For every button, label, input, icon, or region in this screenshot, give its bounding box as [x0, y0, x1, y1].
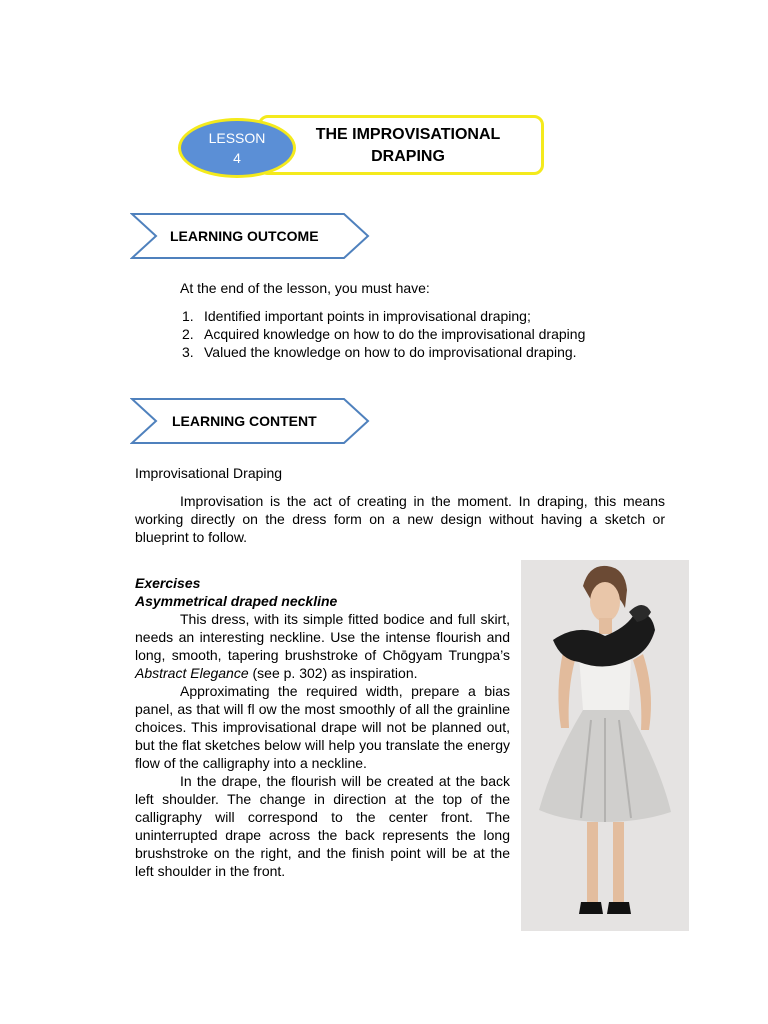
paragraph-1-tail: (see p. 302) as inspiration.: [248, 665, 418, 681]
outcome-item-number: 2.: [182, 326, 194, 342]
outcome-item: [182, 325, 642, 343]
outcome-item-number: 1.: [182, 308, 194, 324]
learning-outcome-heading: LEARNING OUTCOME: [170, 228, 319, 244]
lesson-title-line2: DRAPING: [371, 148, 445, 165]
lesson-title: [290, 124, 526, 168]
exercise-paragraph-3: In the drape, the flourish will be created at the back left shoulder. The change in direction at the top of the calligraphy will correspond to the center front. The uninterrupted drape across the back represents the long brushstroke on the right, and the finish point will be at the left shoulder in the front.: [135, 773, 510, 879]
model-illustration: [521, 560, 689, 931]
exercise-paragraph-1: [135, 610, 510, 682]
exercise-title: Asymmetrical draped neckline: [135, 593, 338, 609]
content-subtitle: Improvisational Draping: [135, 465, 283, 481]
exercise-paragraph-2: Approximating the required width, prepare a bias panel, as that will fl ow the most smoothly of all the grainline choices. This improvisational drape will not be planned out, but the flat sketches below will help you translate the energy flow of the calligraphy into a neckline.: [135, 683, 510, 771]
exercises-heading: Exercises: [135, 575, 201, 591]
lesson-title-line1: THE IMPROVISATIONAL: [315, 126, 501, 143]
outcome-item-text: Valued the knowledge on how to do improvisational draping.: [204, 344, 577, 360]
lesson-number-value: 4: [233, 150, 241, 166]
outcome-item-text: Acquired knowledge on how to do the improvisational draping: [204, 326, 586, 342]
outcome-item: [182, 343, 642, 361]
outcome-list: [182, 307, 642, 361]
lesson-number: [178, 128, 296, 168]
exercise-body: [135, 610, 510, 880]
lesson-label: LESSON: [208, 130, 266, 146]
artwork-title: Abstract Elegance: [135, 665, 249, 681]
outcome-item-number: 3.: [182, 344, 194, 360]
intro-paragraph: Improvisation is the act of creating in the moment. In draping, this means working directly on the dress form on a new design without having a sketch or blueprint to follow.: [135, 493, 665, 545]
paragraph-1-text: This dress, with its simple fitted bodice and full skirt, needs an interesting neckline. Use the intense flourish and long, smooth, tapering brushstroke of Chōgyam Trungpa’s: [135, 611, 510, 663]
learning-content-heading: LEARNING CONTENT: [172, 413, 317, 429]
outcome-item-text: Identified important points in improvisational draping;: [204, 308, 531, 324]
outcome-item: [182, 307, 642, 325]
dress-photo: [521, 560, 689, 931]
outcome-intro: At the end of the lesson, you must have:: [180, 280, 430, 296]
